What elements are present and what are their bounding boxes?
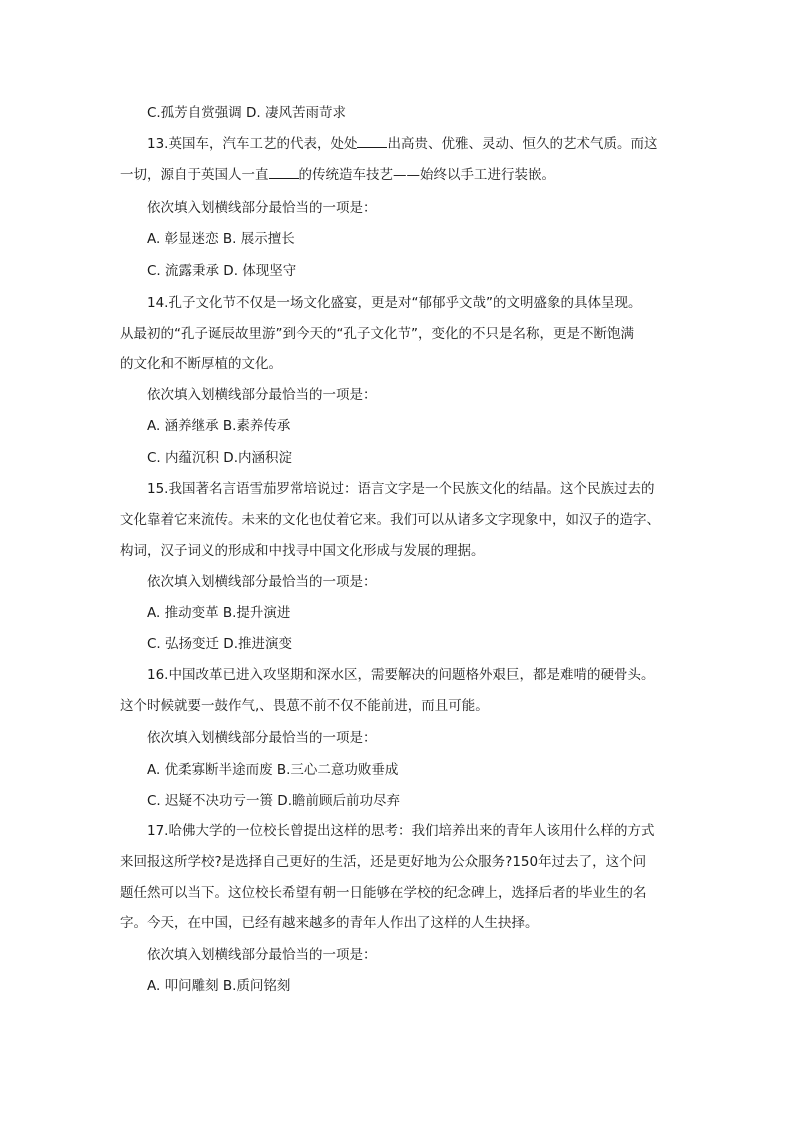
question-15-text-cont: 文化靠着它来流传。未来的文化也仗着它来。我们可以从诸多文字现象中，如汉子的造字、 [120,512,660,528]
question-14-text-cont: 从最初的“孔子诞辰故里游”到今天的“孔子文化节”，变化的不只是名称，更是不断饱满 [120,326,634,342]
text-segment: 出高贵、优雅、灵动、恒久的艺术气质。而这 [387,136,658,152]
instruction-line: 依次填入划横线部分最恰当的一项是： [147,200,377,216]
instruction-line: 依次填入划横线部分最恰当的一项是： [147,947,377,963]
text-segment: 一切，源自于英国人一直 [120,167,269,183]
option-line: C. 迟疑不决功亏一篑 D.瞻前顾后前功尽弃 [147,793,400,809]
option-line: C. 内蕴沉积 D.内涵积淀 [147,450,292,466]
question-15-text-cont: 构词，汉子词义的形成和中找寻中国文化形成与发展的理据。 [120,543,485,559]
option-line: C. 流露秉承 D. 体现坚守 [147,263,297,279]
option-line: A. 叩问雕刻 B.质问铭刻 [147,978,291,994]
option-line: A. 优柔寡断半途而废 B.三心二意功败垂成 [147,762,399,778]
question-14-text: 14.孔子文化节不仅是一场文化盛宴，更是对“郁郁乎文哉”的文明盛象的具体呈现。 [147,295,642,311]
question-16-text-cont: 这个时候就要一鼓作气,、畏葸不前不仅不能前进，而且可能。 [120,698,489,714]
option-line: C. 弘扬变迁 D.推进演变 [147,636,292,652]
question-17-text-cont: 来回报这所学校?是选择自己更好的生活，还是更好地为公众服务?150年过去了，这个问 [120,854,647,870]
instruction-line: 依次填入划横线部分最恰当的一项是： [147,730,377,746]
option-line: A. 彰显迷恋 B. 展示擅长 [147,231,295,247]
question-17-text-cont: 字。今天，在中国，已经有越来越多的青年人作出了这样的人生抉择。 [120,915,539,931]
question-13-text [0,134,794,154]
question-15-text: 15.我国著名言语雪茄罗常培说过：语言文字是一个民族文化的结晶。这个民族过去的 [147,481,655,497]
text-segment: 13.英国车，汽车工艺的代表，处处 [147,136,358,152]
text-segment: 的传统造车技艺——始终以手工进行装嵌。 [298,167,555,183]
option-line: A. 涵养继承 B.素养传承 [147,418,291,434]
instruction-line: 依次填入划横线部分最恰当的一项是： [147,574,377,590]
option-line: A. 推动变革 B.提升演进 [147,605,291,621]
question-17-text-cont: 题任然可以当下。这位校长希望有朝一日能够在学校的纪念碑上，选择后者的毕业生的名 [120,885,647,901]
option-line: C.孤芳自赏强调 D. 凄风苦雨苛求 [147,105,346,121]
question-17-text: 17.哈佛大学的一位校长曾提出这样的思考：我们培养出来的青年人该用什么样的方式 [147,823,655,839]
instruction-line: 依次填入划横线部分最恰当的一项是： [147,387,377,403]
question-13-text-cont [0,165,794,185]
fill-blank [357,135,387,148]
question-16-text: 16.中国改革已进入攻坚期和深水区，需要解决的问题格外艰巨，都是难啃的硬骨头。 [147,667,655,683]
question-14-text-cont: 的文化和不断厚植的文化。 [120,356,282,372]
fill-blank [269,166,299,179]
